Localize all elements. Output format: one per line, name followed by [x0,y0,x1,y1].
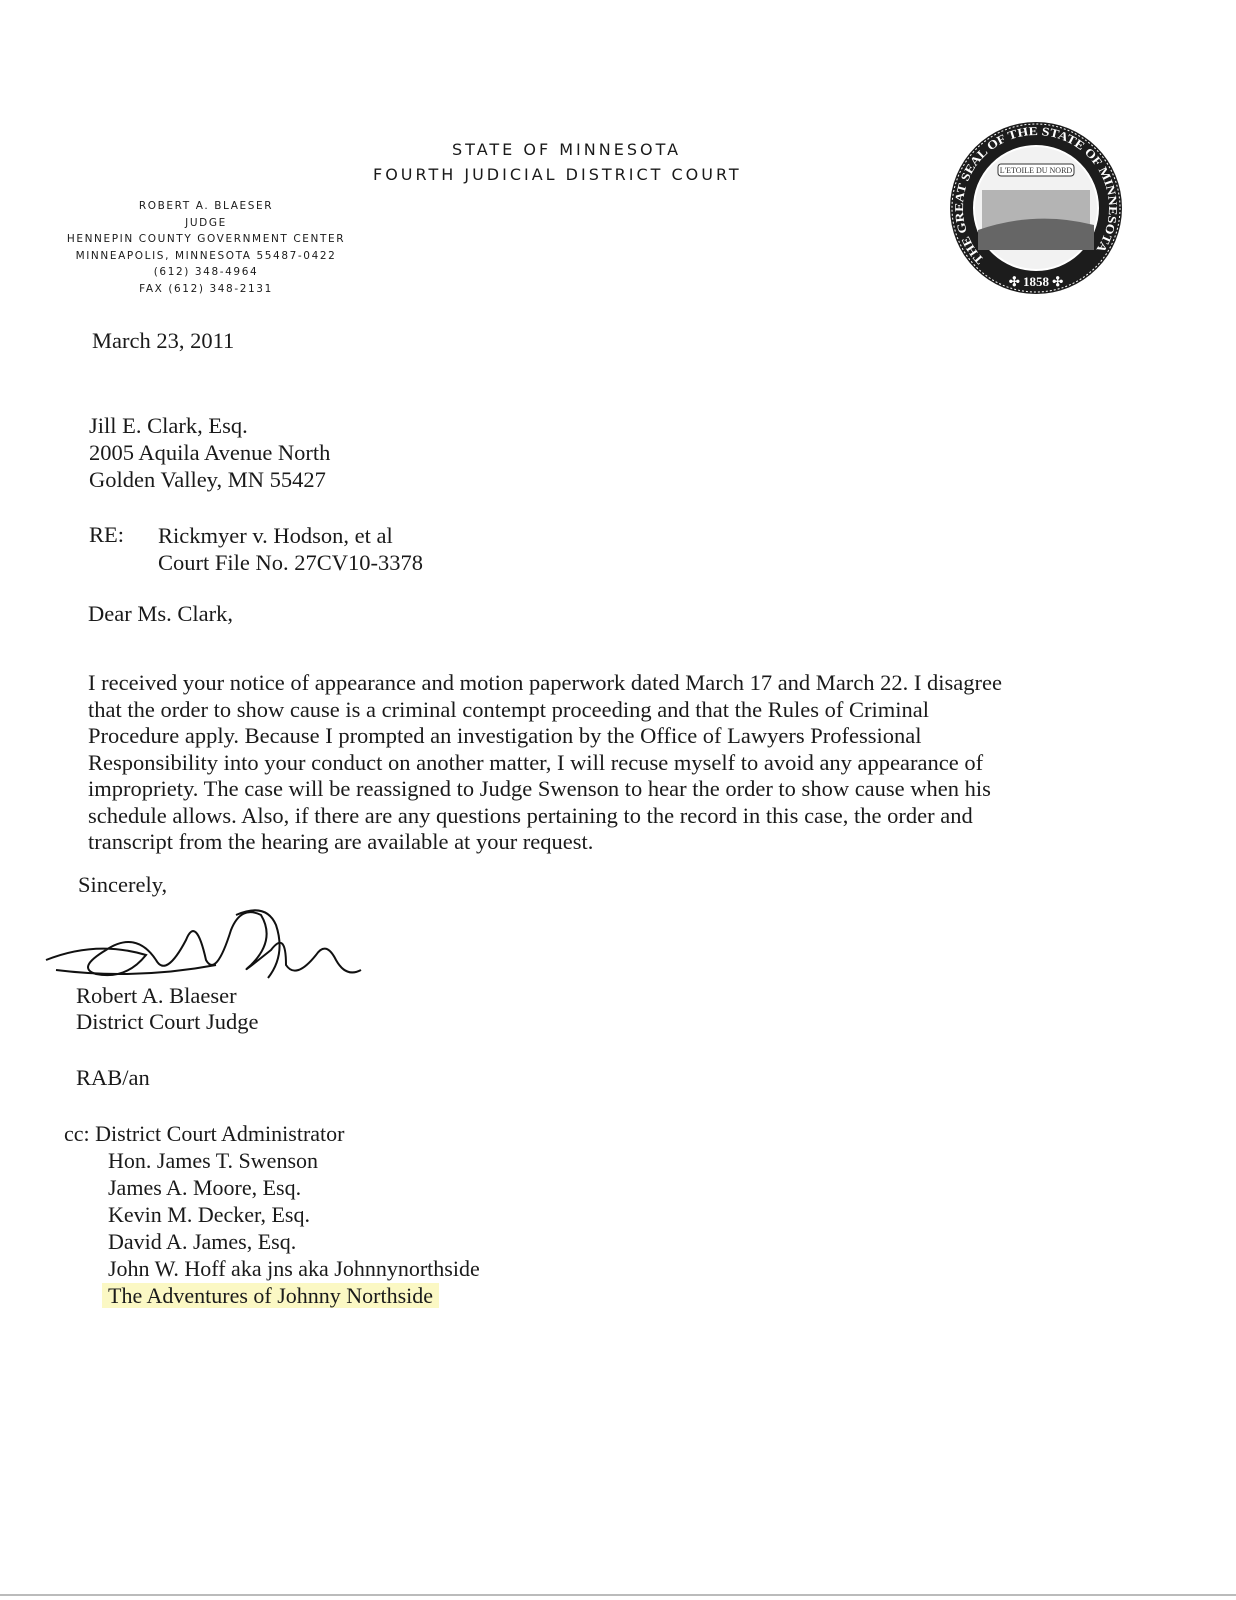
cc-item: Kevin M. Decker, Esq. [108,1202,310,1227]
signer-title: District Court Judge [76,1009,259,1034]
handwritten-signature [36,900,376,982]
body-line: that the order to show cause is a criminal contempt proceeding and that the Rules of Criminal [88,696,930,722]
cc-item: James A. Moore, Esq. [108,1175,302,1200]
court-name: STATE OF MINNESOTA [452,140,682,159]
state-seal [948,120,1124,296]
cc-item: District Court Administrator [95,1121,345,1146]
judge-name: ROBERT A. BLAESER [138,200,274,212]
closing: Sincerely, [78,872,168,897]
court-file-number: Court File No. 27CV10-3378 [158,550,424,575]
letter-date: March 23, 2011 [92,328,235,353]
cc-item: Hon. James T. Swenson [108,1148,319,1173]
re-label: RE: [89,522,125,547]
cc-label: cc: [64,1121,90,1146]
re-subject [158,522,423,576]
judge-title: JUDGE [185,216,227,229]
judge-phone: (612) 348-4964 [153,266,259,279]
recipient-street: 2005 Aquila Avenue North [89,440,331,465]
cc-item: John W. Hoff aka jns aka Johnnynorthside [108,1256,480,1281]
body-line: transcript from the hearing are available at your request. [88,829,594,854]
case-name: Rickmyer v. Hodson, et al [158,523,393,548]
judge-city: MINNEAPOLIS, MINNESOTA 55487-0422 [75,249,337,262]
cc-item-highlighted: The Adventures of Johnny Northside [102,1283,439,1308]
body-line: I received your notice of appearance and motion paperwork dated March 17 and March 22. I disagree [88,670,1002,695]
seal-year: ✣ 1858 ✣ [1008,274,1064,289]
seal-outer-text: THE GREAT SEAL OF THE STATE OF MINNESOTA [951,123,1121,268]
judge-block [46,198,366,298]
recipient-city: Golden Valley, MN 55427 [89,467,326,492]
body-line: schedule allows. Also, if there are any questions pertaining to the record in this case, the order and [88,802,973,828]
salutation: Dear Ms. Clark, [88,601,233,626]
cc-item: David A. James, Esq. [108,1229,297,1254]
bottom-rule [0,1594,1236,1596]
recipient-address [89,412,330,493]
letter-body [88,670,1002,856]
signer-name: Robert A. Blaeser [76,983,237,1008]
judge-building: HENNEPIN COUNTY GOVERNMENT CENTER [66,233,346,246]
cc-list [64,1120,480,1309]
typist-initials: RAB/an [76,1065,150,1090]
body-line: Procedure apply. Because I prompted an investigation by the Office of Lawyers Professional [88,723,922,748]
seal-motto: L'ETOILE DU NORD [999,166,1073,175]
body-line: impropriety. The case will be reassigned to Judge Swenson to hear the order to show cause when his [88,776,991,801]
recipient-name: Jill E. Clark, Esq. [89,413,248,438]
judge-fax: FAX (612) 348-2131 [139,282,273,295]
body-line: Responsibility into your conduct on another matter, I will recuse myself to avoid any appearance of [88,749,984,775]
court-district: FOURTH JUDICIAL DISTRICT COURT [373,165,742,184]
